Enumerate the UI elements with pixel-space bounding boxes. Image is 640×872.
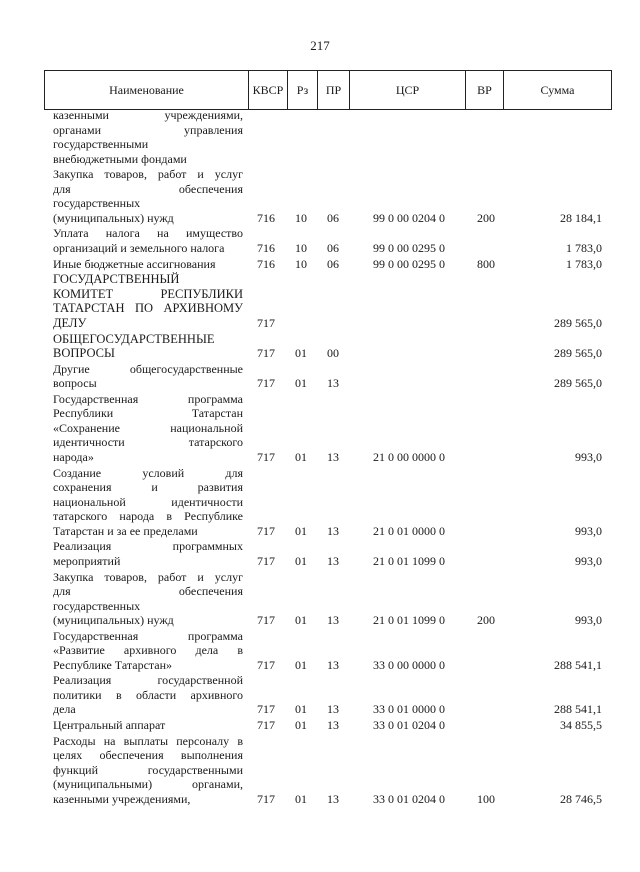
- row-name-line: Создание условий для: [53, 465, 243, 480]
- table-row: [0, 734, 640, 807]
- row-pr: 13: [327, 449, 339, 464]
- row-sum: 289 565,0: [554, 376, 602, 391]
- row-name: [53, 539, 243, 568]
- row-name: [53, 673, 243, 717]
- row-csr: 21 0 01 1099 0: [373, 553, 445, 568]
- row-rz: 01: [295, 613, 307, 627]
- row-name-line: государственных: [53, 196, 141, 211]
- row-kvsr: 717: [257, 449, 275, 464]
- row-pr: 13: [327, 702, 339, 717]
- row-sum: 289 565,0: [554, 346, 602, 360]
- row-sum: 993,0: [575, 449, 602, 464]
- row-rz: 01: [295, 449, 307, 464]
- row-kvsr: 717: [257, 791, 275, 806]
- row-sum: 288 541,1: [554, 702, 602, 717]
- table-row: [0, 108, 640, 166]
- row-pr: 13: [327, 553, 339, 568]
- row-pr: 00: [327, 346, 339, 360]
- header-vr: ВР: [466, 71, 504, 109]
- row-name-line: Закупка товаров, работ и услуг: [53, 569, 243, 584]
- row-sum: 28 184,1: [560, 210, 602, 225]
- row-name-line: Республике Татарстан»: [53, 657, 173, 672]
- row-name-line: органами управления: [53, 122, 243, 137]
- row-name-line: организаций и земельного налога: [53, 240, 225, 255]
- table-row: [0, 332, 640, 361]
- row-name-line: Реализация программных: [53, 539, 243, 554]
- row-rz: 01: [295, 376, 307, 391]
- row-csr: 21 0 01 0000 0: [373, 523, 445, 538]
- row-name-line: (муниципальными) органами,: [53, 777, 243, 792]
- header-kvsr: КВСР: [249, 71, 288, 109]
- row-name-line: Расходы на выплаты персоналу в: [53, 733, 243, 748]
- row-name: [53, 392, 243, 465]
- row-pr: 13: [327, 613, 339, 627]
- row-pr: 13: [327, 523, 339, 538]
- row-pr: 06: [327, 256, 339, 271]
- row-name-line: национальной идентичности: [53, 494, 243, 509]
- row-rz: 01: [295, 657, 307, 672]
- table-row: [0, 226, 640, 255]
- row-csr: 21 0 01 1099 0: [373, 613, 445, 627]
- row-name-line: политики в области архивного: [53, 687, 243, 702]
- row-vr: 800: [477, 256, 495, 271]
- page-number: 217: [310, 38, 330, 53]
- row-name-line: ВОПРОСЫ: [53, 346, 115, 360]
- row-csr: 99 0 00 0295 0: [373, 256, 445, 271]
- row-name-line: «Сохранение национальной: [53, 420, 243, 435]
- row-csr: 99 0 00 0204 0: [373, 210, 445, 225]
- row-name-line: КОМИТЕТ РЕСПУБЛИКИ: [53, 286, 243, 301]
- row-rz: 01: [295, 553, 307, 568]
- row-name-line: идентичности татарского: [53, 435, 243, 450]
- header-pr: ПР: [318, 71, 350, 109]
- row-name-line: внебюджетными фондами: [53, 151, 187, 166]
- row-name-line: (муниципальных) нужд: [53, 210, 174, 225]
- row-name: [53, 108, 243, 166]
- row-name-line: ДЕЛУ: [53, 315, 87, 330]
- row-name: [53, 167, 243, 225]
- row-name-line: «Развитие архивного дела в: [53, 643, 243, 658]
- row-name: [53, 718, 243, 733]
- row-kvsr: 716: [257, 256, 275, 271]
- row-name: [53, 629, 243, 673]
- row-pr: 13: [327, 376, 339, 391]
- table-row: [0, 257, 640, 272]
- row-name-line: народа»: [53, 449, 94, 464]
- row-name-line: ГОСУДАРСТВЕННЫЙ: [53, 272, 180, 287]
- row-rz: 10: [295, 240, 307, 255]
- row-name-line: ОБЩЕГОСУДАРСТВЕННЫЕ: [53, 331, 215, 346]
- row-sum: 28 746,5: [560, 791, 602, 806]
- row-kvsr: 717: [257, 523, 275, 538]
- row-kvsr: 717: [257, 613, 275, 627]
- row-pr: 13: [327, 657, 339, 672]
- row-name: [53, 734, 243, 807]
- header-rz: Рз: [288, 71, 318, 109]
- row-kvsr: 717: [257, 553, 275, 568]
- row-name-line: государственными: [53, 137, 149, 151]
- table-row: [0, 272, 640, 330]
- row-kvsr: 717: [257, 376, 275, 391]
- row-csr: 33 0 01 0204 0: [373, 718, 445, 733]
- row-name-line: дела: [53, 702, 76, 717]
- row-name-line: Закупка товаров, работ и услуг: [53, 167, 243, 182]
- row-name-line: Государственная программа: [53, 628, 243, 643]
- header-sum: Сумма: [540, 83, 575, 97]
- table-header: [44, 70, 612, 110]
- row-name-line: Уплата налога на имущество: [53, 226, 243, 241]
- row-rz: 10: [295, 210, 307, 225]
- row-name-line: Татарстан и за ее пределами: [53, 523, 198, 538]
- row-name-line: Центральный аппарат: [53, 718, 166, 733]
- row-vr: 200: [477, 613, 495, 627]
- header-csr: ЦСР: [350, 71, 466, 109]
- table-row: [0, 392, 640, 465]
- row-vr: 100: [477, 791, 495, 806]
- row-vr: 200: [477, 210, 495, 225]
- row-kvsr: 717: [257, 315, 275, 330]
- row-name: [53, 362, 243, 391]
- row-csr: 99 0 00 0295 0: [373, 240, 445, 255]
- row-name-line: вопросы: [53, 376, 97, 391]
- row-name-line: сохранения и развития: [53, 480, 243, 495]
- row-rz: 01: [295, 702, 307, 717]
- row-name-line: Реализация государственной: [53, 673, 243, 688]
- row-name-line: казенными учреждениями,: [53, 108, 243, 122]
- table-row: [0, 718, 640, 733]
- row-name-line: ТАТАРСТАН ПО АРХИВНОМУ: [53, 301, 243, 316]
- table-row: [0, 167, 640, 225]
- row-name: [53, 570, 243, 628]
- row-rz: 01: [295, 346, 307, 360]
- row-kvsr: 717: [257, 718, 275, 733]
- row-name: [53, 272, 243, 330]
- row-sum: 993,0: [575, 613, 602, 627]
- row-name-line: Государственная программа: [53, 391, 243, 406]
- row-sum: 289 565,0: [554, 315, 602, 330]
- row-name-line: Иные бюджетные ассигнования: [53, 256, 216, 271]
- row-name-line: для обеспечения: [53, 181, 243, 196]
- row-rz: 10: [295, 256, 307, 271]
- row-name-line: государственных: [53, 598, 141, 613]
- row-name-line: для обеспечения: [53, 584, 243, 598]
- table-row: [0, 466, 640, 539]
- row-rz: 01: [295, 523, 307, 538]
- row-sum: 993,0: [575, 553, 602, 568]
- row-pr: 13: [327, 791, 339, 806]
- row-sum: 288 541,1: [554, 657, 602, 672]
- row-sum: 1 783,0: [566, 240, 602, 255]
- row-name: [53, 226, 243, 255]
- row-name-line: функций государственными: [53, 762, 243, 777]
- row-sum: 34 855,5: [560, 718, 602, 733]
- row-kvsr: 717: [257, 346, 275, 360]
- row-name-line: казенными учреждениями,: [53, 791, 191, 806]
- row-csr: 33 0 00 0000 0: [373, 657, 445, 672]
- row-name-line: (муниципальных) нужд: [53, 613, 174, 627]
- row-csr: 33 0 01 0000 0: [373, 702, 445, 717]
- row-csr: 33 0 01 0204 0: [373, 791, 445, 806]
- row-kvsr: 716: [257, 210, 275, 225]
- row-kvsr: 716: [257, 240, 275, 255]
- header-name: Наименование: [45, 71, 249, 109]
- row-name-line: мероприятий: [53, 553, 121, 568]
- row-csr: 21 0 00 0000 0: [373, 449, 445, 464]
- table-row: [0, 570, 640, 628]
- row-pr: 06: [327, 210, 339, 225]
- table-row: [0, 362, 640, 391]
- row-rz: 01: [295, 791, 307, 806]
- table-row: [0, 673, 640, 717]
- row-rz: 01: [295, 718, 307, 733]
- row-sum: 1 783,0: [566, 256, 602, 271]
- table-row: [0, 629, 640, 673]
- row-name-line: Другие общегосударственные: [53, 361, 243, 376]
- row-name: [53, 332, 243, 361]
- row-name-line: татарского народа в Республике: [53, 509, 243, 524]
- row-pr: 06: [327, 240, 339, 255]
- row-name-line: Республики Татарстан: [53, 406, 243, 421]
- row-name: [53, 466, 243, 539]
- table-row: [0, 539, 640, 568]
- row-sum: 993,0: [575, 523, 602, 538]
- row-kvsr: 717: [257, 702, 275, 717]
- row-name: [53, 257, 243, 272]
- row-name-line: целях обеспечения выполнения: [53, 748, 243, 763]
- row-pr: 13: [327, 718, 339, 733]
- row-kvsr: 717: [257, 657, 275, 672]
